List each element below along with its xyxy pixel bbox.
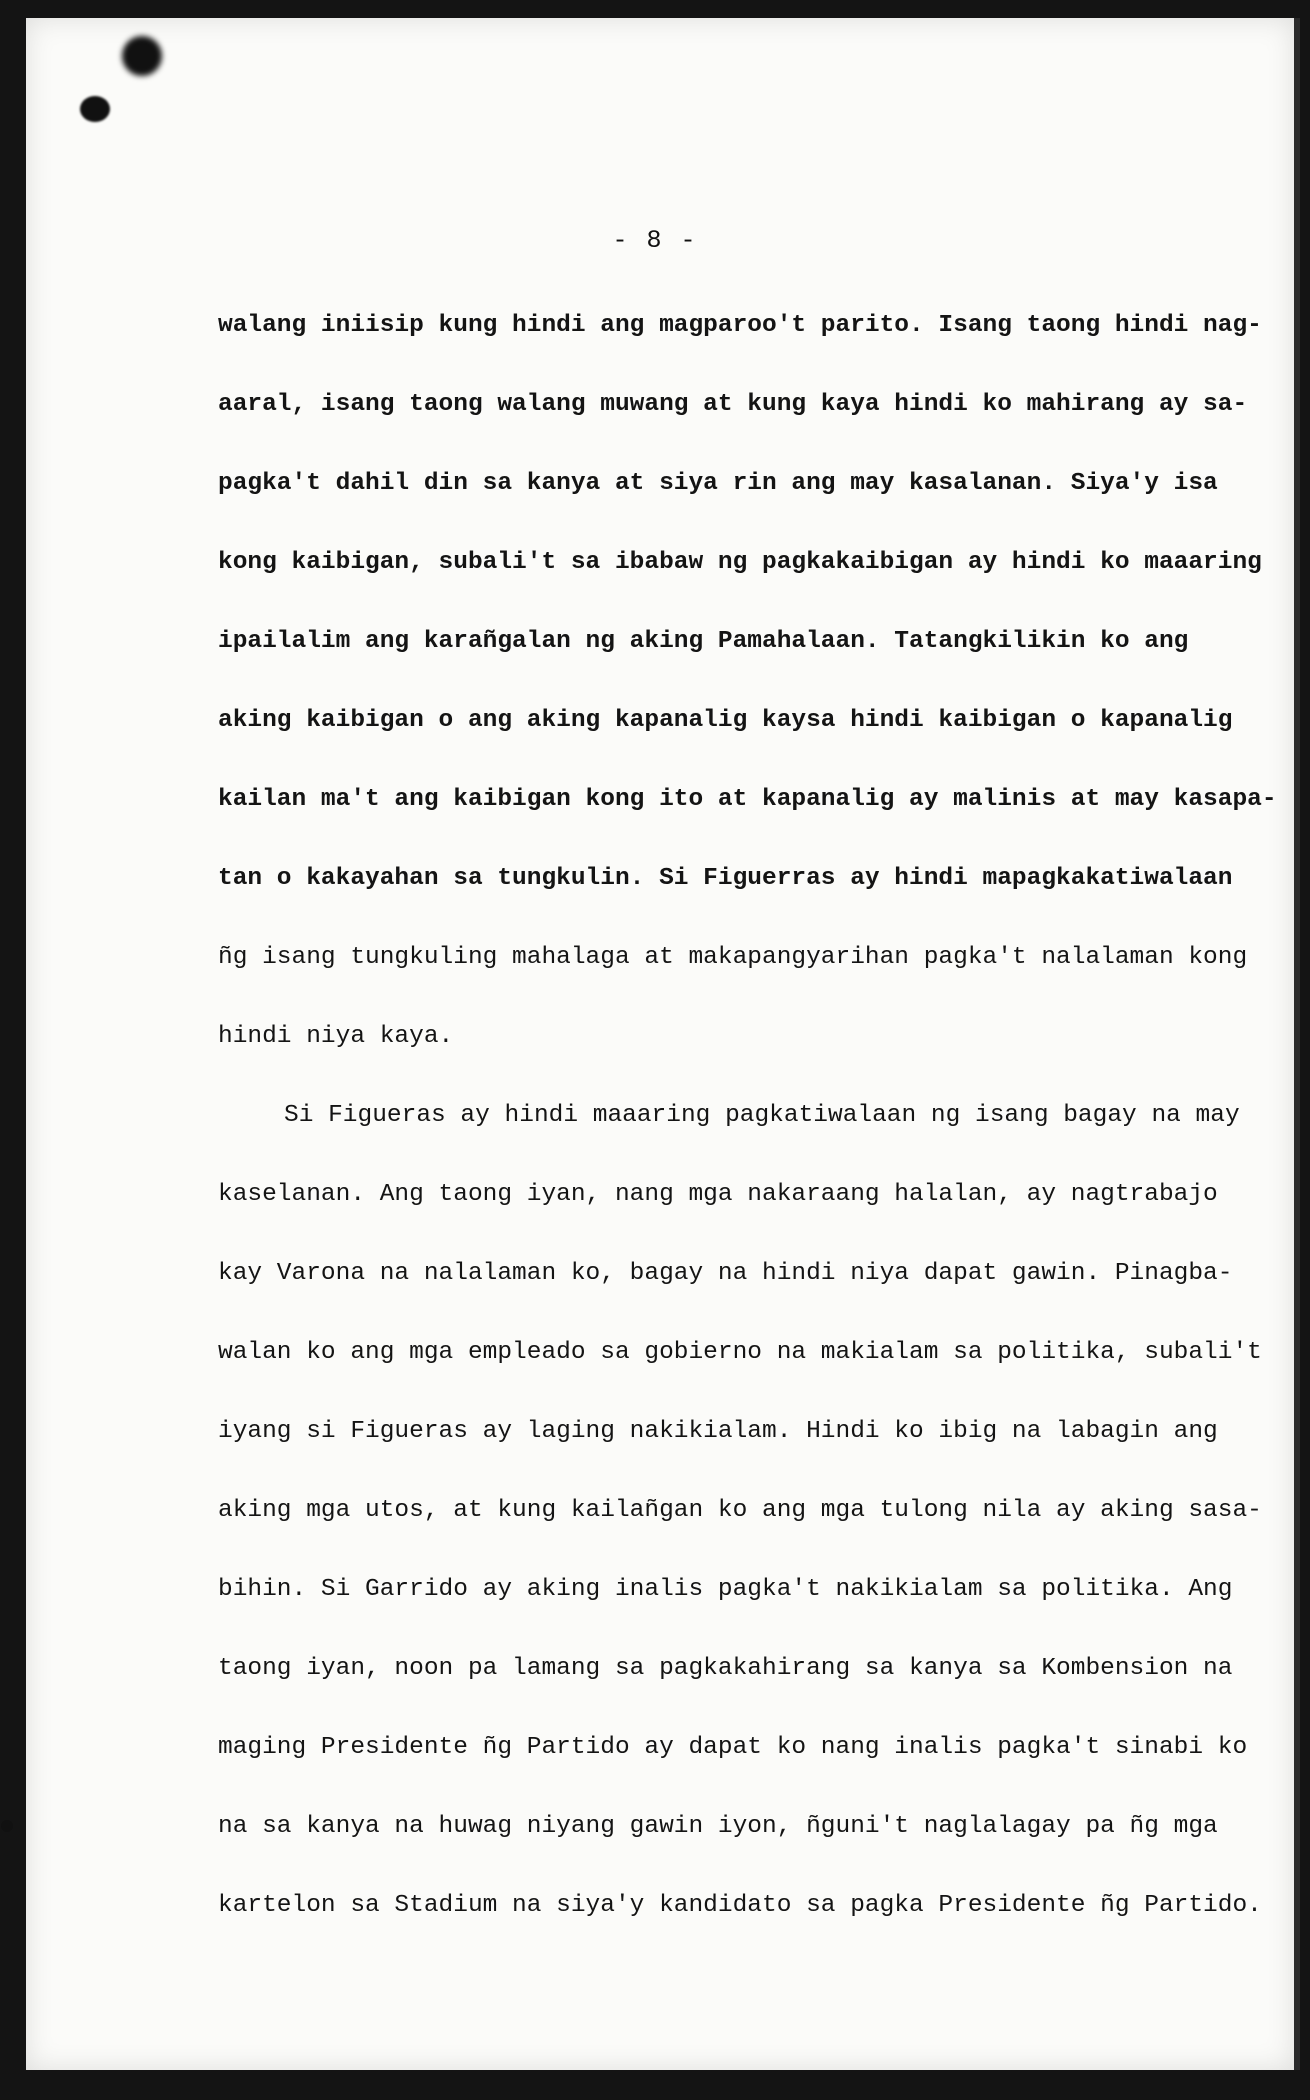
text-line: aking mga utos, at kung kailañgan ko ang mga tulong nila ay aking sasa- [218,1497,1262,1524]
text-line: na sa kanya na huwag niyang gawin iyon, ñguni't naglalagay pa ñg mga [218,1813,1218,1840]
text-line: kong kaibigan, subali't sa ibabaw ng pagkakaibigan ay hindi ko maaaring [218,549,1262,576]
text-line: ñg isang tungkuling mahalaga at makapangyarihan pagka't nalalaman kong [218,944,1248,971]
paragraph-1 [218,306,1277,1096]
text-line: taong iyan, noon pa lamang sa pagkakahirang sa kanya sa Kombension na [218,1655,1233,1682]
text-line: ipailalim ang karañgalan ng aking Pamahalaan. Tatangkilikin ko ang [218,628,1189,655]
paragraph-2 [218,1096,1262,1965]
text-line: pagka't dahil din sa kanya at siya rin ang may kasalanan. Siya'y isa [218,470,1218,497]
text-line: kartelon sa Stadium na siya'y kandidato sa pagka Presidente ñg Partido. [218,1892,1262,1919]
text-line: kay Varona na nalalaman ko, bagay na hindi niya dapat gawin. Pinagba- [218,1260,1233,1287]
text-line: aaral, isang taong walang muwang at kung kaya hindi ko mahirang ay sa- [218,391,1248,418]
document-body [218,306,1277,1965]
ink-blot [122,36,162,76]
text-line: kaselanan. Ang taong iyan, nang mga nakaraang halalan, ay nagtrabajo [218,1181,1218,1208]
text-line: hindi niya kaya. [218,1023,454,1050]
text-line: bihin. Si Garrido ay aking inalis pagka't nakikialam sa politika. Ang [218,1576,1233,1603]
text-line: walang iniisip kung hindi ang magparoo't parito. Isang taong hindi nag- [218,312,1262,339]
text-line: kailan ma't ang kaibigan kong ito at kapanalig ay malinis at may kasapa- [218,786,1277,813]
text-line: aking kaibigan o ang aking kapanalig kaysa hindi kaibigan o kapanalig [218,707,1233,734]
text-line: walan ko ang mga empleado sa gobierno na makialam sa politika, subali't [218,1339,1262,1366]
text-line: maging Presidente ñg Partido ay dapat ko nang inalis pagka't sinabi ko [218,1734,1248,1761]
text-line: tan o kakayahan sa tungkulin. Si Figuerras ay hindi mapagkakatiwalaan [218,865,1233,892]
text-line: Si Figueras ay hindi maaaring pagkatiwalaan ng isang bagay na may [284,1102,1240,1129]
ink-blot [80,96,110,122]
text-line: iyang si Figueras ay laging nakikialam. Hindi ko ibig na labagin ang [218,1418,1218,1445]
page-number: - 8 - [612,226,698,255]
ink-blot [1,1820,13,1832]
